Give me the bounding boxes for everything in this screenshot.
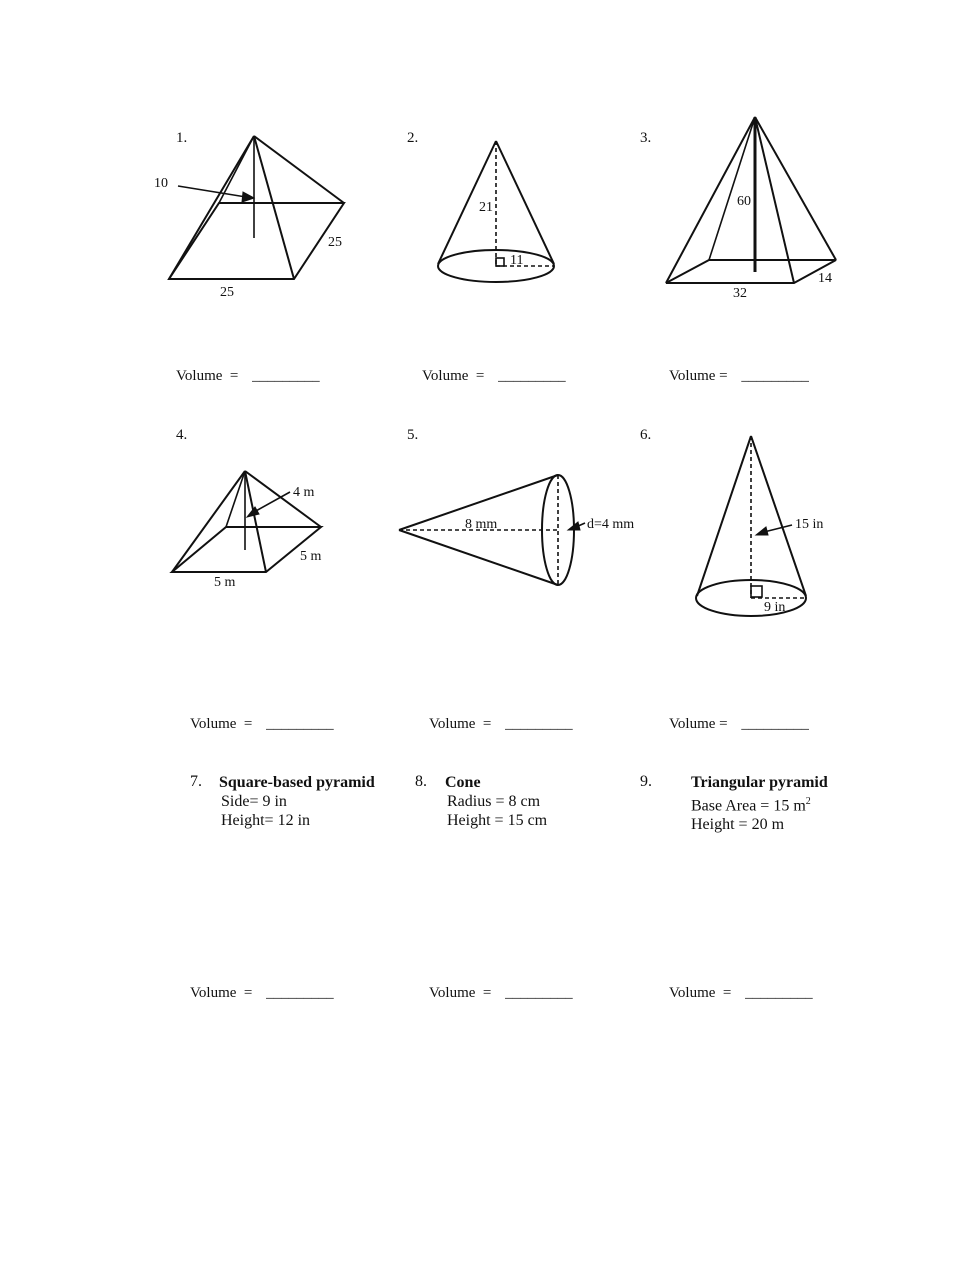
equals-sign: = [482,716,492,732]
problem-9-text [691,773,828,834]
fig5-diameter-label: d=4 mm [587,517,635,532]
problem-3-number: 3. [640,130,652,146]
fig6-radius-label: 9 in [764,600,786,615]
answer-blank[interactable]: _________ [505,985,573,1001]
fig6-height-label: 15 in [795,517,824,532]
problem-6-volume [669,716,809,733]
equals-sign: = [475,368,485,384]
answer-blank[interactable]: _________ [266,985,334,1001]
problem-7-line2: Height= 12 in [221,812,311,829]
answer-blank[interactable]: _________ [745,985,813,1001]
fig1-slant-label: 10 [154,176,168,191]
problem-9-number: 9. [640,773,652,790]
answer-blank[interactable]: _________ [266,716,334,732]
problem-4-volume [190,716,334,733]
fig3-height-label: 60 [737,194,751,209]
answer-blank[interactable]: _________ [741,368,809,384]
problem-9-line2: Height = 20 m [691,816,785,834]
problem-7-line1: Side= 9 in [221,793,287,810]
volume-label: Volume [429,716,476,732]
fig3-length-label: 32 [733,286,747,301]
volume-label: Volume [669,368,716,384]
fig1-side-b-label: 25 [328,235,342,250]
fig4-side-a-label: 5 m [214,575,236,590]
volume-label: Volume [669,985,716,1001]
problem-8-text [445,773,547,830]
problem-8-number: 8. [415,773,427,790]
answer-blank[interactable]: _________ [498,368,566,384]
equals-sign: = [243,716,253,732]
volume-label: Volume [429,985,476,1001]
problem-7-title: Square-based pyramid [219,774,375,791]
problem-9-superscript: 2 [805,796,811,807]
equals-sign: = [719,368,728,384]
problem-7-text [219,773,375,830]
fig2-radius-label: 11 [510,253,524,268]
fig2-height-label: 21 [479,200,493,215]
volume-label: Volume [422,368,469,384]
volume-label: Volume [190,985,237,1001]
problem-7-volume [190,985,334,1002]
volume-label: Volume [176,368,223,384]
answer-blank[interactable]: _________ [252,368,320,384]
problem-5-number: 5. [407,427,419,443]
fig3-width-label: 14 [818,271,832,286]
fig5-length-label: 8 mm [465,517,498,532]
equals-sign: = [229,368,239,384]
fig1-side-a-label: 25 [220,285,234,300]
equals-sign: = [243,985,253,1001]
problem-8-line2: Height = 15 cm [447,812,548,829]
problem-8-volume [429,985,573,1002]
equals-sign: = [719,716,728,732]
equals-sign: = [482,985,492,1001]
volume-label: Volume [190,716,237,732]
volume-label: Volume [669,716,716,732]
problem-4-number: 4. [176,427,188,443]
equals-sign: = [722,985,732,1001]
problem-5-volume [429,716,573,733]
problem-1-number: 1. [176,130,188,146]
fig4-height-label: 4 m [293,485,315,500]
answer-blank[interactable]: _________ [505,716,573,732]
problem-7-number: 7. [190,773,202,790]
problem-6-number: 6. [640,427,652,443]
fig4-side-b-label: 5 m [300,549,322,564]
problem-8-title: Cone [445,774,481,791]
problem-9-volume [669,985,813,1002]
problem-8-line1: Radius = 8 cm [447,793,541,810]
problem-9-line1-text: Base Area = 15 m [691,797,806,815]
problem-2-number: 2. [407,130,419,146]
problem-9-line1 [691,792,828,815]
answer-blank[interactable]: _________ [741,716,809,732]
problem-9-title: Triangular pyramid [691,774,828,791]
